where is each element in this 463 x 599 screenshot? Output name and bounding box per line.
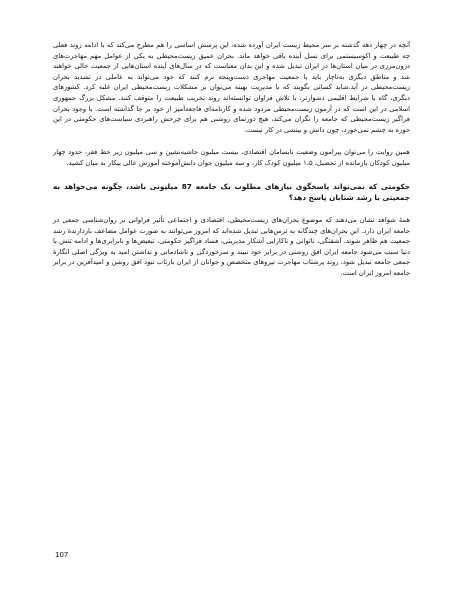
body-paragraph-2: همین روایت را می‌توان پیرامون وضعیت نابسامان اقتصادی، بیست میلیون حاشیه‌نشین و سی میلیون زیر خط فقر، حدود چهار میلیون کودکان بازمانده از تحصیل، ۱،۵ میلیون کودک کار، و سه میلیون جوان دانش‌آموخته آموزش عالی بیکار به میان کشید. bbox=[53, 148, 410, 167]
page-body bbox=[53, 40, 410, 291]
section-heading: حکومتی که نمی‌تواند پاسخگوی نیازهای مطلوب یک جامعه 87 میلیونی باشد، چگونه می‌خواهد به جمعیتی با رشد شتابان پاسخ دهد؟ bbox=[53, 181, 410, 202]
page-number: 107 bbox=[55, 551, 69, 559]
body-paragraph-1: آنچه در چهار دهه گذشته بر سر محیط زیست ایران آورده شده، این پرسش اساسی را هم مطرح می‌کند که با ادامه روند فعلی چه طبیعت و اکوسیستمی برای نسل آینده باقی خواهد ماند. بحران عمیق زیست‌محیطی به یکی از عوامل مهم مهاجرت‌های درون‌مرزی در میان استان‌ها در ایران تبدیل شده و این بدان معناست که در سال‌های آینده استان‌هایی از جمعیت خالی خواهند شد و مناطق دیگری به‌ناچار باید با جمعیت مهاجری دست‌وپنجه نرم کنند که خود می‌تواند به عاملی در تشدید بحران زیست‌محیطی در آید.شاید کسانی بگویند که با مدیریت بهینه می‌توان بر مشکلات زیست‌محیطی ایران غلبه کرد. کشورهای دیگری، گاه با شرایط اقلیمی دشوارتر، با تلاش فراوان توانسته‌اند روند تخریب طبیعت را متوقف کنند. مشکل بزرگ جمهوری اسلامی در این است که در آزمون زیست‌محیطی مردود شده و کارنامه‌ای فاجعه‌آمیز از خود بر جا گذاشته است. با وجود بحران فراگیر زیست‌محیطی که جامعه را نگران می‌کند، هیچ دورنمای روشنی هم برای چرخش راهبردی سیاست‌های حکومتی در این حوزه به چشم نمی‌خورد، چون دانش و بینشی در کار نیست. bbox=[53, 41, 410, 134]
body-paragraph-3: همهٔ شواهد نشان می‌دهند که موضوع بحران‌های زیست‌محیطی، اقتصادی و اجتماعی تأثیر فراوانی بر روان‌شناسی جمعی در جامعه ایران دارد. این بحران‌های چندگانه به ترس‌هایی تبدیل شده‌اند که امروز می‌توانند به صورت عوامل مضاعف بازدارندهٔ رشد جمعیت هم ظاهر شوند. آشفتگی، ناتوانی و ناکارایی آشکار مدیریتی، فساد فراگیر حکومتی، تبعیض‌ها و نابرابری‌ها و ادامه تنش با دنیا سبب می‌شود جامعه ایران افق روشنی در برابر خود نبیند و سرخوردگی و ناشادمانی و نداشتن امید به ویژگی اصلی انگارهٔ جمعی جامعه تبدیل شود. روند پرشتاب مهاجرت نیروهای متخصص و جوانان از ایران بازتاب نبود افق روشن و امیدآفرین در برابر جامعه امروز ایران است. bbox=[53, 215, 410, 277]
